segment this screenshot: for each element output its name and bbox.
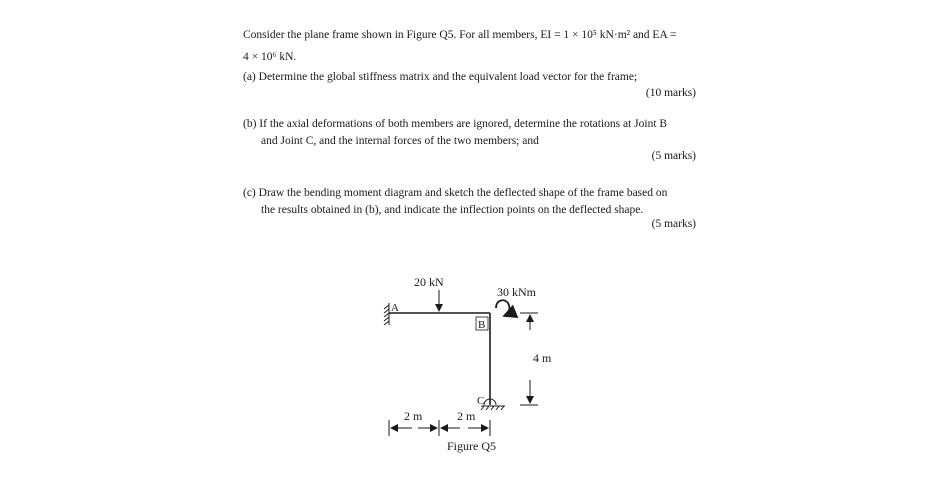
fixed-support-a bbox=[384, 303, 389, 325]
moment-label: 30 kNm bbox=[497, 285, 536, 299]
part-c-line-2: the results obtained in (b), and indicate the inflection points on the deflected shape. bbox=[261, 204, 644, 216]
figure-caption: Figure Q5 bbox=[447, 439, 496, 453]
joint-c-label: C bbox=[477, 395, 485, 407]
part-c-line-1: (c) Draw the bending moment diagram and sketch the deflected shape of the frame based on bbox=[243, 187, 668, 199]
span-left-label: 2 m bbox=[404, 409, 423, 423]
span-right-label: 2 m bbox=[457, 409, 476, 423]
part-b-marks: (5 marks) bbox=[651, 150, 696, 162]
pin-support-c bbox=[481, 399, 505, 410]
joint-b-label: B bbox=[478, 319, 486, 331]
part-b-line-1: (b) If the axial deformations of both members are ignored, determine the rotations at Joint B bbox=[243, 118, 668, 130]
intro-line-1: Consider the plane frame shown in Figure Q5. For all members, EI = 1 × 10⁵ kN·m² and EA = bbox=[243, 29, 677, 41]
intro-line-2: 4 × 10⁶ kN. bbox=[243, 51, 297, 63]
height-dim-label: 4 m bbox=[533, 351, 552, 365]
point-load-label: 20 kN bbox=[414, 275, 444, 289]
moment-arrow bbox=[496, 300, 509, 316]
part-a-marks: (10 marks) bbox=[645, 87, 696, 99]
joint-a-label: A bbox=[391, 302, 399, 314]
part-a-text: (a) Determine the global stiffness matrix and the equivalent load vector for the frame; bbox=[243, 71, 638, 83]
part-c-marks: (5 marks) bbox=[651, 218, 696, 230]
part-b-line-2: and Joint C, and the internal forces of the two members; and bbox=[261, 135, 539, 147]
